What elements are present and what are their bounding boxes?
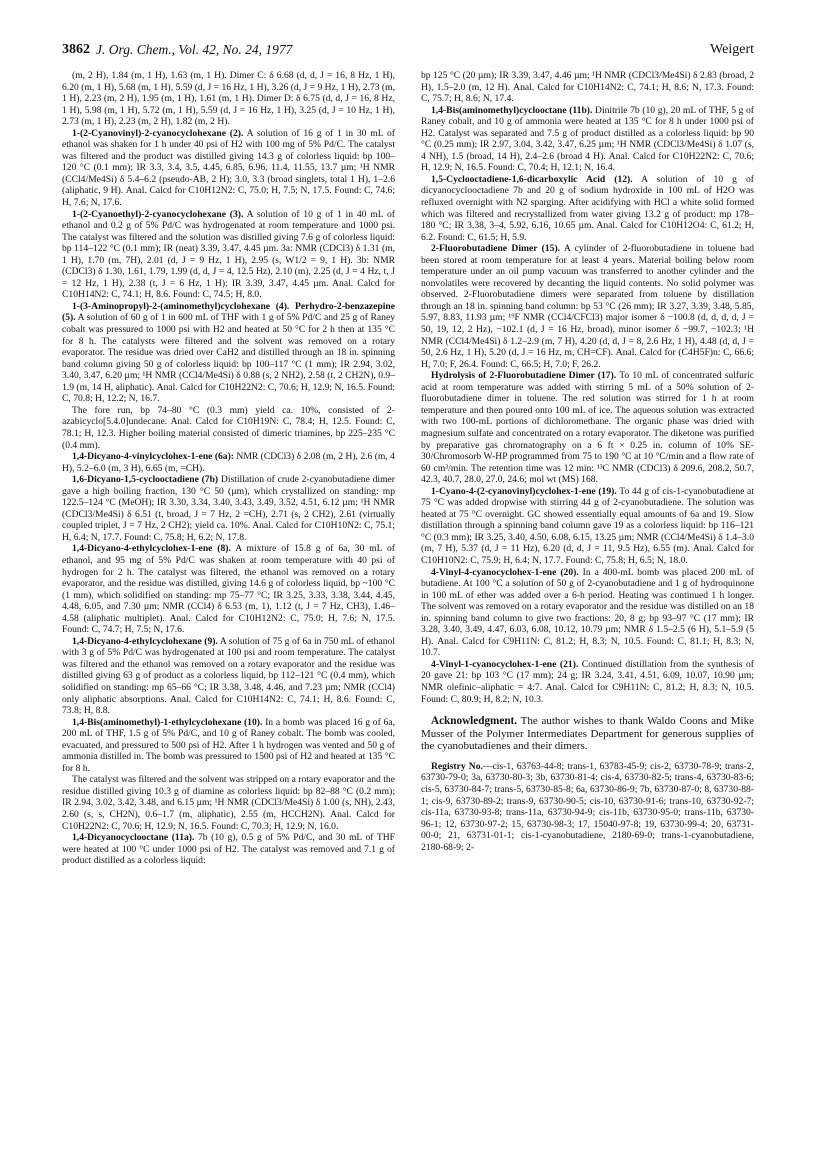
paragraph: [421, 659, 754, 705]
paragraph: [62, 301, 395, 405]
paragraph-text: A solution of 10 g of 1 in 40 mL of ethanol and 0.2 g of 5% Pd/C was hydrogenated at room temperature and 1000 psi. The catalyst was filtered and the solution was distilled giving 7.6 g of colorless liquid: bp 114–122 °C (0.1 mm); IR (neat) 3.39, 3.47, 4.45 µm. 3a: NMR (CDCl3) δ 1.31 (m, 1 H), 1.70 (m, 7H), 2.01 (d, J = 9 Hz, 1 H), 2.95 (s, W1/2 = 9, 1 H). 3b: NMR (CDCl3) δ 1.30, 1.61, 1.79, 1.99 (d, d, J = 4, 12.5 Hz), 2.10 (m), 2.25 (d, J = 4 Hz, t, J = 12 Hz, 1 H), 2.38 (t, J = 6 Hz, 1 H); IR 3.39, 3.47, 4.45 µm. Anal. Calcd for C10H14N2: C, 74.1; H, 8.6. Found: C, 74.5; H, 8.0.: [62, 208, 395, 301]
paragraph: [421, 70, 754, 105]
paragraph-text: 7b (10 g), 0.5 g of 5% Pd/C, and 30 mL of THF were heated at 100 °C under 1000 psi of H2. The catalyst was removed and 7.1 g of product distilled as a colorless liquid:: [62, 832, 395, 867]
section-heading: 1,4-Dicyano-4-ethylcyclohexane (9).: [72, 635, 218, 647]
paragraph-text: A mixture of 15.8 g of 6a, 30 mL of ethanol, and 95 mg of 5% Pd/C was shaken at room temperature with 40 psi of hydrogen for 2 h. The catalyst was filtered, the ethanol was removed on a rotary evaporator, and the residue was distilled, giving 14.6 g of colorless liquid, bp ~100 °C (1 mm), which solidified on standing: mp 75–77 °C; IR 3.25, 3.33, 3.38, 3.44, 4.45, 4.48, 6.05, and 7.30 µm; NMR (CCl4) δ 6.53 (m, 1), 1.12 (t, J = 7 Hz, CH3), 1.46–4.58 (aliphatic multiplet). Anal. Calcd for C10H12N2: C, 75.0; H, 7.6; N, 17.5. Found: C, 74.7; H, 7.5; N, 17.6.: [62, 543, 395, 636]
paragraph-text: To 10 mL of concentrated sulfuric acid at room temperature was added with stirring 5 mL of a 50% solution of 2-fluorobutadiene dimer in toluene. The red solution was stirred for 1 h at room temperature and then poured onto 100 mL of ice. The aqueous solution was extracted with two 100-mL portions of dichloromethane. The organic phase was dried with magnesium sulfate and concentrated on a rotary evaporator. The diketone was purified by preparative gas chromatography on a 6 ft × 0.25 in. column of 10% SE-30/Chromosorb W-HP programmed from 75 to 190 °C at 10 °C/min and a flow rate of 60 cm³/min. The retention time was 12 min: ¹³C NMR (CDCl3) δ 209.6, 208.2, 50.7, 42.3, 40.7, 28.0, 27.0, 24.6; mol wt (MS) 168.: [421, 370, 754, 486]
paragraph: [62, 209, 395, 301]
paragraph: [62, 474, 395, 543]
paragraph: [62, 636, 395, 717]
paragraph: [62, 70, 395, 128]
right-column: [421, 70, 754, 853]
paragraph: [421, 486, 754, 567]
paragraph: [62, 774, 395, 832]
paragraph-text: A solution of 16 g of 1 in 30 mL of ethanol was shaken for 1 h under 40 psi of H2 with 100 mg of 5% Pd/C. The catalyst was filtered and the product was distilled giving 14.3 g of colorless liquid: bp 100–120 °C (0.1 mm); IR 3.3, 3.4, 3.5, 4.45, 6.85, 6.96, 11.4, 11.55, 13.7 µm; ¹H NMR (CCl4/Me4Si) δ 5.4–6.2 (pseudo-AB, 2 H); 3.0, 3.3 (broad singlets, total 1 H), 1–2.6 (aliphatic, 9 H). Anal. Calcd for C10H12N2: C, 75.0; H, 7.5; N, 17.5. Found: C, 74.6; H, 7.6; N, 17.6.: [62, 127, 395, 209]
acknowledgment: [421, 715, 754, 753]
acknowledgment-heading: Acknowledgment.: [431, 715, 518, 728]
paragraph: [421, 370, 754, 485]
section-heading: 1-(3-Aminopropyl)-2-(aminomethyl)cyclohexane (4). Perhydro-2-benzazepine (5).: [62, 300, 395, 324]
paragraph-text: bp 125 °C (20 µm); IR 3.39, 3.47, 4.46 µm; ¹H NMR (CDCl3/Me4Si) δ 2.83 (broad, 2 H), 1.5–2.0 (m, 12 H). Anal. Calcd for C10H14N2: C, 74.1; H, 8.6; N, 17.3. Found: C, 75.7; H, 8.6; N, 17.4.: [421, 70, 754, 105]
paragraph-text: Distillation of crude 2-cyanobutadiene dimer gave a high boiling fraction, 130 °C 50 (µm), which crystallized on standing: mp 122.5–124 °C (MeOH); IR 3.30, 3.34, 3.40, 3.43, 3.49, 3.52, 4.51, 6.12 µm; ¹H NMR (CDCl3/Me4Si) δ 6.51 (t, broad, J = 7 Hz, 2 =CH), 2.71 (s, 2 CH2), 2.61 (virtually coupled triplet, J = 7 Hz, 2 CH2); yield ca. 10%. Anal. Calcd for C10H10N2: C, 75.1; H, 6.4; N, 17.7. Found: C, 75.8; H, 6.2; N, 17.8.: [62, 474, 395, 543]
section-heading: 1-(2-Cyanovinyl)-2-cyanocyclohexane (2).: [72, 127, 244, 139]
section-heading: 1,4-Bis(aminomethyl)-1-ethylcyclohexane (10).: [72, 716, 263, 728]
section-heading: 2-Fluorobutadiene Dimer (15).: [431, 243, 561, 255]
paragraph-text: A solution of 10 g of dicyanocyclooctadiene 7b and 20 g of sodium hydroxide in 100 mL of H2O was refluxed overnight with N2 sparging. After acidifying with HCl a white solid formed which was filtered and recrystallized from water giving 13.2 g of product: mp 178–180 °C; IR 3.38, 3–4, 5.92, 6.16, 10.65 µm. Anal. Calcd for C10H12O4: C, 61.2; H, 6.2. Found: C, 61.5; H, 5.9.: [421, 173, 754, 243]
registry-heading: Registry No.: [431, 760, 483, 772]
paragraph: [421, 567, 754, 659]
paragraph-text: NMR (CDCl3) δ 2.08 (m, 2 H), 2.6 (m, 4 H), 5.2–6.0 (m, 3 H), 6.65 (m, =CH).: [62, 451, 395, 474]
registry-numbers: [421, 761, 754, 853]
paragraph-text: A solution of 60 g of 1 in 600 mL of THF with 1 g of 5% Pd/C and 25 g of Raney cobalt was pressured to 1000 psi with H2 and heated at 50 °C for 2 h then at 135 °C for 8 h. The catalysts were filtered and the solvent was removed on a rotary evaporator. The residue was dried over CaH2 and distilled through an 18 in. spinning band column giving 50 g of colorless liquid: bp 100–117 °C (1 mm); IR 2.94, 3.02, 3.40, 3.47, 6.20 µm; ¹H NMR (CCl4/Me4Si) δ 0.88 (s, 2 NH2), 2.58 (t, 2 CH2N), 0.9–1.9 (m, 14 H, aliphatic). Anal. Calcd for C10H22N2: C, 70.6; H, 12.9; N, 16.5. Found: C, 70.8; H, 12.2; N, 16.7.: [62, 312, 396, 405]
page-number: 3862: [62, 42, 90, 57]
right-column-paragraphs: [421, 70, 754, 705]
paragraph: [421, 243, 754, 370]
section-heading: 1,4-Dicyano-4-vinylcyclohex-1-ene (6a):: [72, 451, 234, 463]
section-heading: 1,4-Dicyano-4-ethylcyclohex-1-ene (8).: [72, 543, 231, 555]
section-heading: 4-Vinyl-4-cyanocyclohex-1-ene (20).: [431, 566, 579, 578]
paragraph-text: A solution of 75 g of 6a in 750 mL of ethanol with 3 g of 5% Pd/C was hydrogenated at 100 psi and room temperature. The catalyst was filtered and the ethanol was removed on a rotary evaporator and the residue was distilled giving 63 g of product as a colorless liquid, bp 112–121 °C (0.4 mm), which solidified on standing: mp 65–66 °C; IR 3.38, 3.48, 4.46, and 7.23 µm; NMR (CCl4) only aliphatic absorptions. Anal. Calcd for C10H14N2: C, 74.1; H, 8.6. Found: C, 73.8; H, 8.8.: [62, 635, 395, 717]
paragraph: [421, 105, 754, 174]
paragraph-text: The catalyst was filtered and the solvent was stripped on a rotary evaporator and the residue distilled giving 10.3 g of diamine as colorless liquid: bp 82–88 °C (0.2 mm); IR 2.94, 3.02, 3.42, 3.48, and 6.15 µm; ¹H NMR (CDCl3/Me4Si) δ 1.00 (s, NH), 2.43, 2.60 (s, s, CH2N), 0.6–1.7 (m, aliphatic), 2.55 (m, HCCH2N). Anal. Calcd for C10H22N2: C, 70.6; H, 12.9; N, 16.5. Found: C, 70.3; H, 12.9; N, 16.0.: [62, 774, 395, 832]
paragraph-text: Dinitrile 7b (10 g), 20 mL of THF, 5 g of Raney cobalt, and 10 g of ammonia were heated at 135 °C for 8 h under 1000 psi of H2. Catalyst was separated and 7.5 g of product distilled as a colorless liquid: bp 90 °C (0.25 mm); IR 2.97, 3.04, 3.42, 3.47, 6.25 µm; ¹H NMR (CDCl3/Me4Si) δ 1.07 (s, 4 NH), 1.5 (broad, 14 H), 2.4–2.6 (broad 4 H). Anal. Calcd for C10H22N2: C, 70.6; H, 12.9; N, 16.5. Found: C, 70.4; H, 12.1; N, 16.4.: [421, 104, 754, 174]
page-header: [62, 42, 754, 62]
section-heading: 4-Vinyl-1-cyanocyclohex-1-ene (21).: [431, 658, 579, 670]
paragraph-text: Continued distillation from the synthesis of 20 gave 21: bp 103 °C (17 mm); 24 g; IR 3.24, 3.41, 4.51, 6.09, 10.07, 10.90 µm; NMR olefinic–aliphatic = 4:7. Anal. Calcd for C9H11N: C, 81.2; H, 8.3; N, 10.5. Found: C, 80.9; H, 8.2; N, 10.3.: [421, 658, 755, 705]
registry-text: —cis-1, 63763-44-8; trans-1, 63783-45-9; cis-2, 63730-78-9; trans-2, 63730-79-0; 3a, 63730-80-3; 3b, 63730-81-4; cis-4, 63730-82-5; trans-4, 63730-83-6; cis-5, 63730-84-7; trans-5, 63730-85-8; 6a, 63730-86-9; 7b, 63730-87-0; 8, 63730-88-1; cis-9, 63730-89-2; trans-9, 63730-90-5; cis-10, 63730-91-6; trans-10, 63730-92-7; cis-11a, 63730-93-8; trans-11a, 63730-94-9; cis-11b, 63730-95-0; trans-11b, 63730-96-1; 12, 63730-97-2; 15, 63730-98-3; 17, 15040-97-8; 19, 63730-99-4; 20, 63731-00-0; 21, 63731-01-1; cis-1-cyanobutadiene, 2180-69-0; trans-1-cyanobutadiene, 2180-68-9; 2-: [421, 760, 755, 853]
paragraph: [62, 451, 395, 474]
paragraph-text: The fore run, bp 74–80 °C (0.3 mm) yield ca. 10%, consisted of 2-azabicyclo[5.4.0]undecane. Anal. Calcd for C10H19N: C, 78.4; H, 12.5. Found: C, 78.1; H, 12.3. Higher boiling material consisted of dimeric triamines, bp 225–235 °C (0.4 mm).: [62, 404, 395, 451]
acknowledgment-text: The author wishes to thank Waldo Coons and Mike Musser of the Polymer Intermediates Department for generous supplies of the cyanobutadienes and their dimers.: [421, 715, 754, 753]
paragraph: [62, 128, 395, 209]
paragraph-text: In a 400-mL bomb was placed 200 mL of butadiene. At 100 °C a solution of 50 g of 2-cyanobutadiene and 1 g of hydroquinone in 100 mL of ether was added over a 6-h period. Heating was continued 1 h longer. The solvent was removed on a rotary evaporator and the residue was distilled on an 18 in. spinning band column to give two fractions: 20, 8 g; bp 93–97 °C (17 mm); IR 3.28, 3.40, 3.49, 4.47, 6.03, 6.08, 10.12, 10.79 µm; NMR δ 1.5–2.5 (6 H), 5.1–5.9 (5 H). Anal. Calcd for C9H11N: C, 81.2; H, 8.3; N, 10.5. Found: C, 81.1; H, 8.3; N, 10.7.: [421, 566, 755, 659]
paragraph: [421, 174, 754, 243]
section-heading: Hydrolysis of 2-Fluorobutadiene Dimer (17).: [431, 370, 617, 382]
paragraph: [62, 543, 395, 635]
left-column: [62, 70, 395, 867]
paragraph-text: A cylinder of 2-fluorobutadiene in toluene had been stored at room temperature for at least 4 years. Material boiling below room temperature under an oil pump vacuum was transferred to another cylinder and the nonvolatiles were recovered by decanting the liquid contents. No solid polymer was observed. 2-Fluorobutadiene dimers were separated from toluene by distillation through an 18 in. spinning band column: bp 53 °C (26 mm); IR 3.27, 3.39, 3.48, 5.85, 5.97, 8.83, 11.93 µm; ¹⁹F NMR (CCl4/CFCl3) major isomer δ −100.8 (d, d, d, d, J = 50, 19, 12, 2 Hz), −102.1 (d, J = 16 Hz, broad), minor isomer δ −99.7, −102.3; ¹H NMR (CCl4/Me4Si) δ 1.2–2.9 (m, 7 H), 4.20 (d, d, J = 8, 2.6 Hz, 1 H), 4.48 (d, d, J = 50, 2.6 Hz, 1 H), 5.20 (d, J = 16 Hz, m, CH=CF). Anal. Calcd for (C4H5F)n: C, 66.6; H, 7.0; F, 26.4. Found: C, 66.5; H, 7.0; F, 26.2.: [421, 243, 755, 370]
paragraph-text: In a bomb was placed 16 g of 6a, 200 mL of THF, 1.5 g of 5% Pd/C, and 10 g of Raney cobalt. The bomb was cooled, evacuated, and pressured to 500 psi of H2. After 1 h hydrogen was vented and 50 g of ammonia distilled in. The bomb was pressured to 1500 psi of H2 and heated at 135 °C for 8 h.: [62, 716, 395, 774]
section-heading: 1-(2-Cyanoethyl)-2-cyanocyclohexane (3).: [72, 208, 244, 220]
paragraph-text: (m, 2 H), 1.84 (m, 1 H), 1.63 (m, 1 H). Dimer C: δ 6.68 (d, d, J = 16, 8 Hz, 1 H), 6.20 (m, 1 H), 5.68 (m, 1 H), 5.59 (d, J = 16 Hz, 1 H), 3.26 (d, J = 9 Hz, 1 H), 2.73 (m, 1 H), 2.23 (m, 2 H), 1.95 (m, 1 H), 1.61 (m, 1 H). Dimer D: δ 6.75 (d, d, J = 16, 8 Hz, 1 H), 5.98 (m, 1 H), 5.72 (m, 1 H), 5.59 (d, J = 16 Hz, 1 H), 3.25 (d, J = 10 Hz, 1 H), 2.73 (m, 1 H), 2.23 (m, 2 H), 1.82 (m, 2 H).: [62, 70, 395, 128]
paragraph: [62, 832, 395, 867]
section-heading: 1,5-Cyclooctadiene-1,6-dicarboxylic Acid (12).: [431, 173, 633, 185]
journal-citation: J. Org. Chem., Vol. 42, No. 24, 1977: [96, 42, 293, 57]
paragraph: [62, 405, 395, 451]
section-heading: 1,4-Dicyanocyclooctane (11a).: [72, 832, 195, 844]
paragraph: [62, 717, 395, 775]
section-heading: 1,4-Bis(aminomethyl)cyclooctane (11b).: [431, 104, 593, 116]
section-heading: 1-Cyano-4-(2-cyanovinyl)cyclohex-1-ene (19).: [431, 485, 617, 497]
section-heading: 1,6-Dicyano-1,5-cyclooctadiene (7b): [72, 474, 219, 486]
paragraph-text: To 44 g of cis-1-cyanobutadiene at 75 °C was added dropwise with stirring 44 g of 2-cyanobutadiene. The solution was heated at 75 °C overnight. GC showed essentially equal amounts of 6a and 19. Slow distillation through a spinning band column gave 19 as a colorless liquid: bp 116–121 °C (0.3 mm); IR 3.25, 3.40, 4.50, 6.08, 6.15, 13.25 µm; NMR (CCl4/Me4Si) δ 1.4–3.0 (m, 7 H), 5.37 (d, J = 11 Hz), 6.20 (d, d, J = 11, 9.5 Hz), 6.55 (m). Anal. Calcd for C10H10N2: C, 75.9; H, 6.4; N, 17.7. Found: C, 75.8; H, 6.5; N, 18.0.: [421, 485, 754, 566]
running-author: Weigert: [710, 42, 754, 57]
